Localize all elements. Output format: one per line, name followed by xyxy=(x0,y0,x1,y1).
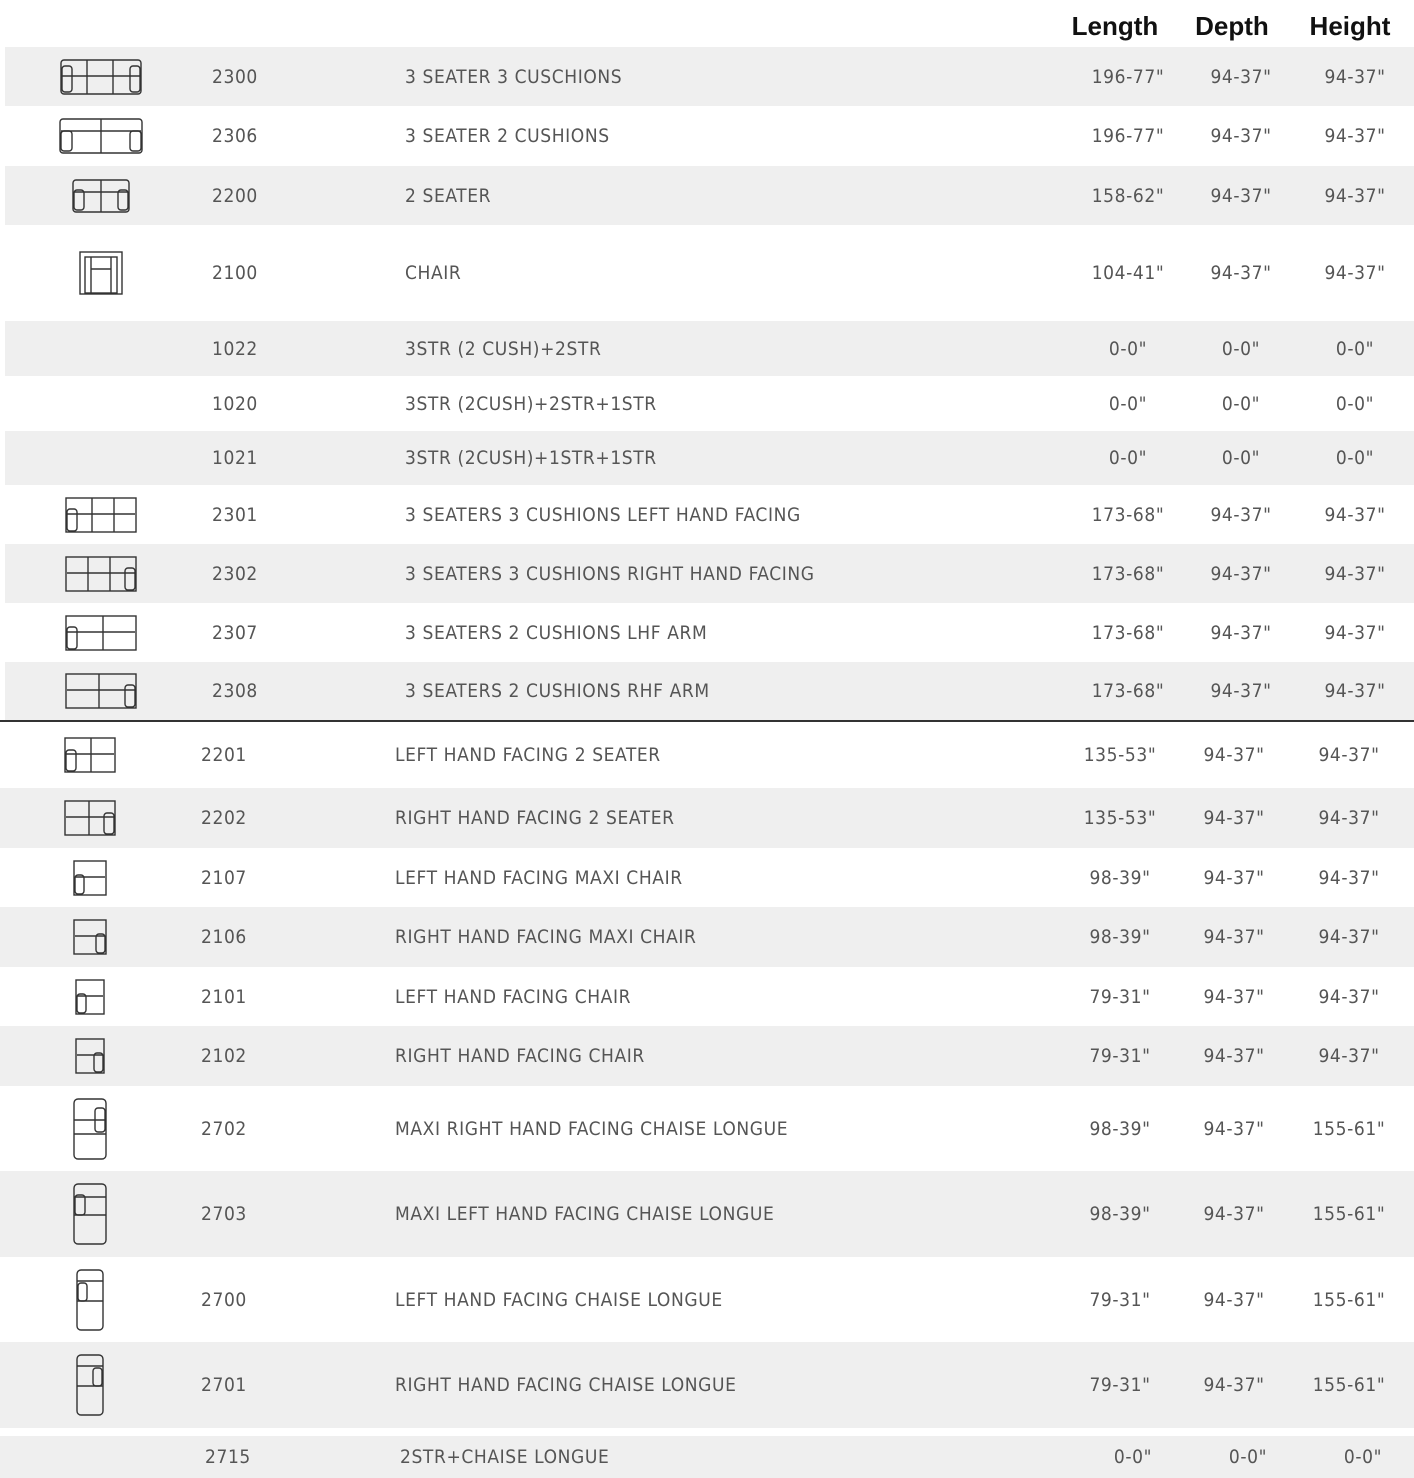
height-value: 94-37" xyxy=(1318,744,1380,766)
height-value: 94-37" xyxy=(1318,866,1380,889)
product-thumbnail xyxy=(41,225,161,321)
product-name: MAXI RIGHT HAND FACING CHAISE LONGUE xyxy=(395,1117,789,1140)
depth-value: 94-37" xyxy=(1203,807,1265,829)
length-value: 0-0" xyxy=(1108,447,1148,469)
chaise-longue-right-icon xyxy=(76,1354,104,1416)
sofa-3-seater-left-arm-2-cushions-icon xyxy=(65,615,137,651)
depth-value: 94-37" xyxy=(1203,866,1265,889)
height-value: 94-37" xyxy=(1324,184,1386,207)
length-value: 79-31" xyxy=(1089,1288,1151,1311)
table-row xyxy=(5,166,1414,225)
length-value: 173-68" xyxy=(1091,680,1165,702)
product-code: 2201 xyxy=(201,744,247,766)
product-thumbnail xyxy=(41,431,161,485)
depth-value: 94-37" xyxy=(1210,503,1272,526)
height-value: 94-37" xyxy=(1318,985,1380,1008)
column-header-height: Height xyxy=(1309,11,1391,41)
product-thumbnail xyxy=(41,544,161,603)
product-name: RIGHT HAND FACING 2 SEATER xyxy=(395,807,675,829)
table-row xyxy=(0,1086,1414,1171)
depth-value: 94-37" xyxy=(1203,744,1265,766)
height-value: 155-61" xyxy=(1312,1203,1386,1225)
product-name: LEFT HAND FACING CHAIR xyxy=(395,985,632,1008)
chair-right-arm-icon xyxy=(75,1038,105,1074)
table-row xyxy=(0,848,1414,907)
product-code: 2102 xyxy=(201,1045,247,1067)
length-value: 173-68" xyxy=(1091,621,1165,644)
product-code: 2702 xyxy=(201,1117,247,1140)
product-thumbnail xyxy=(30,1086,150,1171)
product-thumbnail xyxy=(30,1342,150,1428)
depth-value: 94-37" xyxy=(1203,1203,1265,1225)
height-value: 94-37" xyxy=(1324,65,1386,88)
height-value: 155-61" xyxy=(1312,1117,1386,1140)
sofa-2-seater-left-arm-icon xyxy=(64,737,116,773)
product-code: 2301 xyxy=(212,503,258,526)
product-code: 2106 xyxy=(201,926,247,948)
product-thumbnail xyxy=(41,376,161,431)
depth-value: 0-0" xyxy=(1221,392,1261,415)
table-row xyxy=(5,376,1414,431)
table-row xyxy=(5,47,1414,106)
table-row xyxy=(5,431,1414,485)
product-thumbnail xyxy=(41,47,161,106)
depth-value: 0-0" xyxy=(1221,447,1261,469)
product-code: 1022 xyxy=(212,337,258,360)
product-code: 1021 xyxy=(212,447,258,469)
depth-value: 94-37" xyxy=(1210,65,1272,88)
length-value: 173-68" xyxy=(1091,503,1165,526)
height-value: 94-37" xyxy=(1318,807,1380,829)
length-value: 104-41" xyxy=(1091,262,1165,284)
depth-value: 94-37" xyxy=(1203,1288,1265,1311)
depth-value: 94-37" xyxy=(1203,1374,1265,1396)
product-name: RIGHT HAND FACING CHAIR xyxy=(395,1045,645,1067)
sofa-2-seater-icon xyxy=(72,178,130,214)
product-thumbnail xyxy=(30,1026,150,1086)
product-code: 2701 xyxy=(201,1374,247,1396)
product-code: 2306 xyxy=(212,125,258,147)
length-value: 0-0" xyxy=(1113,1446,1153,1468)
height-value: 94-37" xyxy=(1324,503,1386,526)
height-value: 94-37" xyxy=(1318,926,1380,948)
product-name: RIGHT HAND FACING MAXI CHAIR xyxy=(395,926,697,948)
length-value: 98-39" xyxy=(1089,1117,1151,1140)
product-name: LEFT HAND FACING CHAISE LONGUE xyxy=(395,1288,723,1311)
product-name: 3 SEATERS 2 CUSHIONS LHF ARM xyxy=(405,621,708,644)
depth-value: 94-37" xyxy=(1210,680,1272,702)
product-name: 3 SEATERS 3 CUSHIONS RIGHT HAND FACING xyxy=(405,562,815,585)
length-value: 79-31" xyxy=(1089,985,1151,1008)
product-name: 2STR+CHAISE LONGUE xyxy=(400,1446,610,1468)
product-thumbnail xyxy=(41,106,161,166)
chair-icon xyxy=(79,251,123,295)
product-code: 2200 xyxy=(212,184,258,207)
product-code: 2700 xyxy=(201,1288,247,1311)
height-value: 94-37" xyxy=(1318,1045,1380,1067)
product-code: 2715 xyxy=(205,1446,251,1468)
height-value: 155-61" xyxy=(1312,1374,1386,1396)
product-name: LEFT HAND FACING 2 SEATER xyxy=(395,744,661,766)
product-code: 2302 xyxy=(212,562,258,585)
maxi-chair-right-arm-icon xyxy=(73,919,107,955)
table-row xyxy=(5,662,1414,720)
depth-value: 94-37" xyxy=(1210,562,1272,585)
table-row xyxy=(5,225,1414,321)
table-row xyxy=(5,106,1414,166)
column-header-depth: Depth xyxy=(1195,11,1269,41)
product-code: 2300 xyxy=(212,65,258,88)
table-row xyxy=(0,1342,1414,1428)
product-thumbnail xyxy=(30,788,150,848)
length-value: 196-77" xyxy=(1091,65,1165,88)
sofa-3-seater-2-cushions-icon xyxy=(59,117,143,155)
product-thumbnail xyxy=(30,848,150,907)
length-value: 0-0" xyxy=(1108,337,1148,360)
product-thumbnail xyxy=(30,907,150,967)
height-value: 155-61" xyxy=(1312,1288,1386,1311)
table-row xyxy=(5,485,1414,544)
length-value: 79-31" xyxy=(1089,1374,1151,1396)
product-name: 3 SEATER 3 CUSCHIONS xyxy=(405,65,623,88)
product-name: 3 SEATER 2 CUSHIONS xyxy=(405,125,610,147)
product-thumbnail xyxy=(41,166,161,225)
height-value: 94-37" xyxy=(1324,262,1386,284)
product-code: 2101 xyxy=(201,985,247,1008)
product-name: 3 SEATERS 2 CUSHIONS RHF ARM xyxy=(405,680,710,702)
length-value: 98-39" xyxy=(1089,1203,1151,1225)
product-code: 2107 xyxy=(201,866,247,889)
product-name: 3STR (2CUSH)+2STR+1STR xyxy=(405,392,657,415)
length-value: 135-53" xyxy=(1083,807,1157,829)
length-value: 196-77" xyxy=(1091,125,1165,147)
height-value: 94-37" xyxy=(1324,125,1386,147)
chaise-longue-left-icon xyxy=(76,1269,104,1331)
chair-left-arm-icon xyxy=(75,979,105,1015)
product-name: LEFT HAND FACING MAXI CHAIR xyxy=(395,866,683,889)
depth-value: 94-37" xyxy=(1203,1045,1265,1067)
length-value: 79-31" xyxy=(1089,1045,1151,1067)
depth-value: 94-37" xyxy=(1203,985,1265,1008)
maxi-chaise-longue-right-icon xyxy=(73,1098,107,1160)
length-value: 98-39" xyxy=(1089,926,1151,948)
sofa-3-seater-right-arm-2-cushions-icon xyxy=(65,673,137,709)
product-name: 3STR (2 CUSH)+2STR xyxy=(405,337,602,360)
depth-value: 94-37" xyxy=(1210,262,1272,284)
product-code: 2703 xyxy=(201,1203,247,1225)
height-value: 94-37" xyxy=(1324,680,1386,702)
product-thumbnail xyxy=(30,1171,150,1257)
sofa-3-seater-left-arm-3-cushions-icon xyxy=(65,497,137,533)
depth-value: 94-37" xyxy=(1210,184,1272,207)
depth-value: 94-37" xyxy=(1203,926,1265,948)
product-thumbnail xyxy=(41,485,161,544)
depth-value: 0-0" xyxy=(1221,337,1261,360)
product-code: 2202 xyxy=(201,807,247,829)
table-row xyxy=(5,321,1414,376)
height-value: 0-0" xyxy=(1335,392,1375,415)
height-value: 0-0" xyxy=(1335,447,1375,469)
height-value: 94-37" xyxy=(1324,621,1386,644)
product-thumbnail xyxy=(41,321,161,376)
maxi-chair-left-arm-icon xyxy=(73,860,107,896)
product-name: RIGHT HAND FACING CHAISE LONGUE xyxy=(395,1374,737,1396)
length-value: 98-39" xyxy=(1089,866,1151,889)
product-name: 3 SEATERS 3 CUSHIONS LEFT HAND FACING xyxy=(405,503,801,526)
product-thumbnail xyxy=(30,1436,150,1478)
depth-value: 94-37" xyxy=(1203,1117,1265,1140)
product-thumbnail xyxy=(30,722,150,788)
column-header-length: Length xyxy=(1071,11,1159,41)
depth-value: 94-37" xyxy=(1210,125,1272,147)
product-code: 2100 xyxy=(212,262,258,284)
sofa-3-seater-right-arm-3-cushions-icon xyxy=(65,556,137,592)
table-row xyxy=(0,907,1414,967)
section-divider xyxy=(0,720,1414,722)
product-name: 2 SEATER xyxy=(405,184,492,207)
depth-value: 94-37" xyxy=(1210,621,1272,644)
table-row xyxy=(0,1171,1414,1257)
sofa-2-seater-right-arm-icon xyxy=(64,800,116,836)
length-value: 135-53" xyxy=(1083,744,1157,766)
product-code: 2308 xyxy=(212,680,258,702)
product-code: 2307 xyxy=(212,621,258,644)
product-name: CHAIR xyxy=(405,262,462,284)
product-thumbnail xyxy=(30,1257,150,1342)
table-row xyxy=(5,544,1414,603)
product-name: 3STR (2CUSH)+1STR+1STR xyxy=(405,447,657,469)
table-row xyxy=(0,1257,1414,1342)
product-name: MAXI LEFT HAND FACING CHAISE LONGUE xyxy=(395,1203,775,1225)
height-value: 0-0" xyxy=(1335,337,1375,360)
height-value: 0-0" xyxy=(1343,1446,1383,1468)
table-row xyxy=(0,788,1414,848)
length-value: 173-68" xyxy=(1091,562,1165,585)
depth-value: 0-0" xyxy=(1228,1446,1268,1468)
table-row xyxy=(0,967,1414,1026)
length-value: 0-0" xyxy=(1108,392,1148,415)
sofa-3-seater-3-cushions-icon xyxy=(60,58,142,96)
product-thumbnail xyxy=(30,967,150,1026)
product-thumbnail xyxy=(41,603,161,662)
product-thumbnail xyxy=(41,662,161,720)
table-row xyxy=(5,603,1414,662)
table-row xyxy=(0,722,1414,788)
maxi-chaise-longue-left-icon xyxy=(73,1183,107,1245)
table-row xyxy=(0,1026,1414,1086)
product-code: 1020 xyxy=(212,392,258,415)
length-value: 158-62" xyxy=(1091,184,1165,207)
table-row xyxy=(0,1436,1414,1478)
height-value: 94-37" xyxy=(1324,562,1386,585)
